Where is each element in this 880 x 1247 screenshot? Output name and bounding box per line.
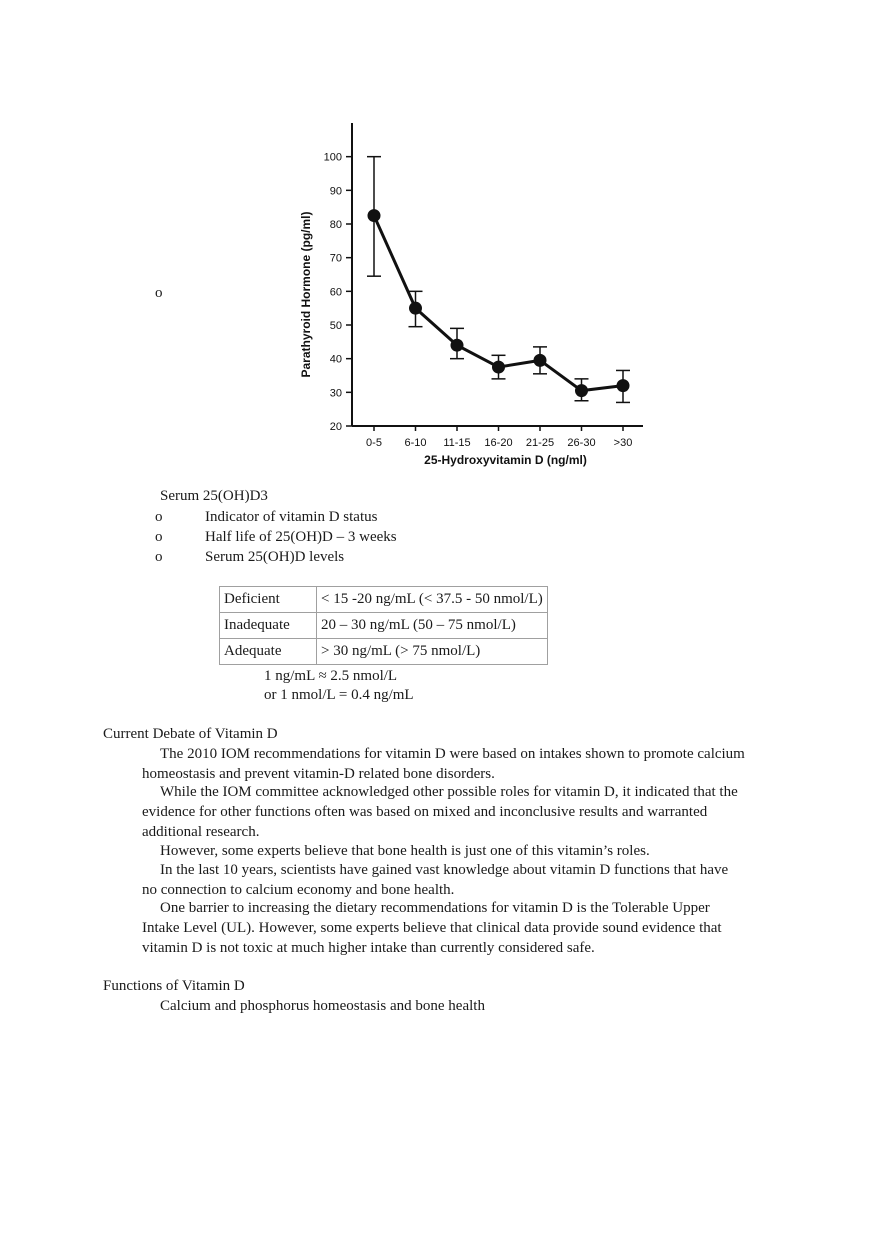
chart-axes xyxy=(352,123,643,426)
y-tick-label: 90 xyxy=(329,185,342,198)
x-tick-label: 26-30 xyxy=(567,437,596,449)
section2-title: Current Debate of Vitamin D xyxy=(103,726,278,742)
table-cell: < 15 -20 ng/mL (< 37.5 - 50 nmol/L) xyxy=(317,587,548,613)
x-tick-label: >30 xyxy=(613,437,633,449)
x-tick-label: 11-15 xyxy=(443,437,471,449)
y-tick-label: 100 xyxy=(323,151,342,164)
paragraph-line: While the IOM committee acknowledged other possible roles for vitamin D, it indicated that the xyxy=(160,784,738,800)
x-tick-label: 0-5 xyxy=(366,437,382,449)
figure-bullet: o xyxy=(155,285,163,301)
paragraph-line: no connection to calcium economy and bone health. xyxy=(142,882,455,898)
y-tick-label: 60 xyxy=(329,286,342,299)
data-point xyxy=(368,209,381,222)
table-cell: Inadequate xyxy=(220,613,317,639)
paragraph-line: homeostasis and prevent vitamin-D related bone disorders. xyxy=(142,766,495,782)
x-axis-label: 25-Hydroxyvitamin D (ng/ml) xyxy=(424,453,587,467)
y-axis-label: Parathyroid Hormone (pg/ml) xyxy=(299,211,313,378)
paragraph-line: In the last 10 years, scientists have gained vast knowledge about vitamin D functions that have xyxy=(160,862,729,878)
table-cell: 20 – 30 ng/mL (50 – 75 nmol/L) xyxy=(317,613,548,639)
paragraph-line: evidence for other functions often was based on mixed and inconclusive results and warranted xyxy=(142,804,708,820)
list-item: Half life of 25(OH)D – 3 weeks xyxy=(205,529,397,545)
table-row xyxy=(220,613,548,639)
x-tick-label: 6-10 xyxy=(404,437,427,449)
x-tick-label: 16-20 xyxy=(484,437,513,449)
sub-bullet: o xyxy=(155,509,163,525)
data-point xyxy=(575,384,588,397)
list-item: Serum 25(OH)D levels xyxy=(205,549,345,565)
table-cell: Deficient xyxy=(220,587,317,613)
table-row xyxy=(220,587,548,613)
y-tick-label: 50 xyxy=(329,320,342,332)
pth-vs-vitamin-d-chart xyxy=(290,115,660,475)
conversion-line: 1 ng/mL ≈ 2.5 nmol/L xyxy=(264,668,398,684)
section1-heading: Serum 25(OH)D3 xyxy=(160,488,268,504)
y-tick-label: 40 xyxy=(329,353,342,366)
x-tick-label: 21-25 xyxy=(525,437,555,449)
y-tick-label: 80 xyxy=(329,219,342,231)
y-tick-label: 20 xyxy=(329,421,342,433)
table-row xyxy=(220,639,548,665)
data-point xyxy=(451,339,464,352)
paragraph-line: vitamin D is not toxic at much higher intake than currently considered safe. xyxy=(142,940,595,956)
sub-bullet: o xyxy=(155,549,163,565)
vitamin-d-levels-table xyxy=(219,586,548,665)
data-point xyxy=(534,354,547,367)
sub-bullet: o xyxy=(155,529,163,545)
section3-title: Functions of Vitamin D xyxy=(103,978,245,994)
y-tick-label: 30 xyxy=(329,387,342,400)
list-item: Indicator of vitamin D status xyxy=(205,509,378,525)
table-cell: > 30 ng/mL (> 75 nmol/L) xyxy=(317,639,548,665)
paragraph-line: The 2010 IOM recommendations for vitamin D were based on intakes shown to promote calcium xyxy=(160,746,745,762)
data-point xyxy=(409,302,422,315)
list-item: Calcium and phosphorus homeostasis and bone health xyxy=(160,998,485,1014)
chart-points xyxy=(368,209,630,397)
data-point xyxy=(617,379,630,392)
paragraph-line: Intake Level (UL). However, some experts believe that clinical data provide sound evidence that xyxy=(142,920,722,936)
chart-y-ticks xyxy=(324,152,352,433)
paragraph-line: additional research. xyxy=(142,824,260,840)
paragraph-line: However, some experts believe that bone health is just one of this vitamin’s roles. xyxy=(160,843,650,859)
chart-x-ticks xyxy=(366,426,632,449)
data-point xyxy=(492,361,505,374)
conversion-line: or 1 nmol/L = 0.4 ng/mL xyxy=(264,687,414,703)
paragraph-line: One barrier to increasing the dietary recommendations for vitamin D is the Tolerable Upper xyxy=(160,900,710,916)
table-cell: Adequate xyxy=(220,639,317,665)
y-tick-label: 70 xyxy=(329,252,342,265)
